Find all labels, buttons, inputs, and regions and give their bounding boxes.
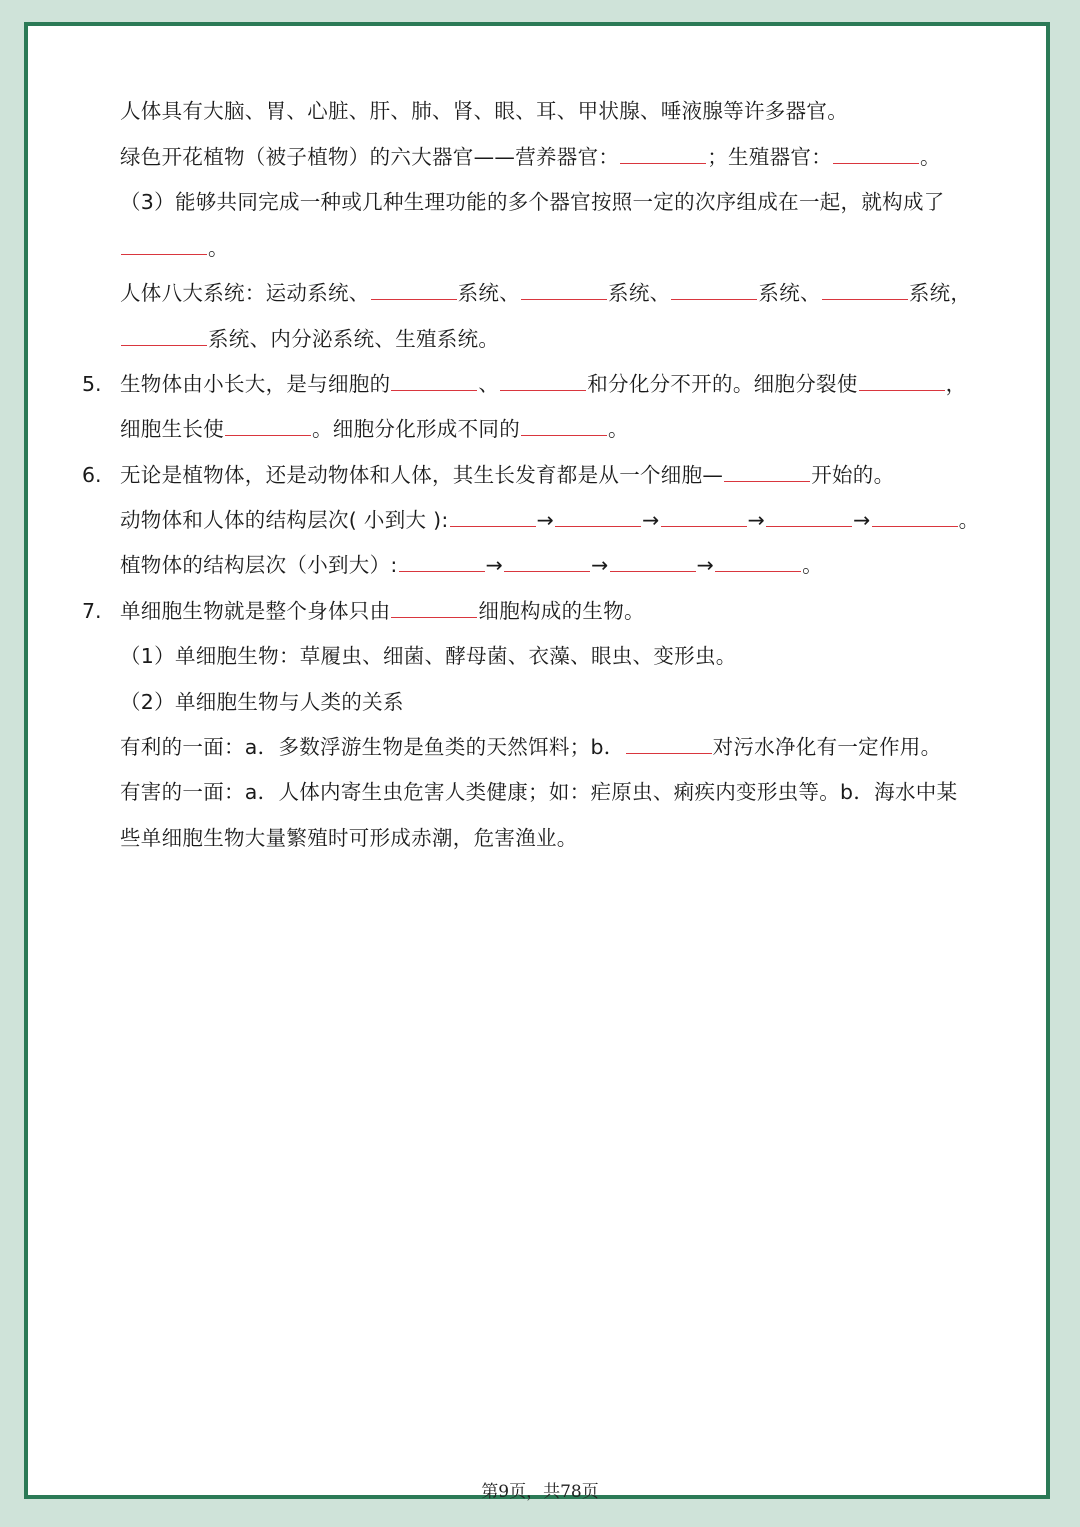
- text-punct: 。: [208, 236, 229, 260]
- blank-field[interactable]: [620, 143, 706, 164]
- text-label: 系统、内分泌系统、生殖系统。: [208, 327, 500, 351]
- blank-field[interactable]: [766, 506, 852, 527]
- text-punct: ，: [945, 372, 967, 396]
- text-punct: 。: [802, 553, 823, 577]
- blank-field[interactable]: [872, 506, 958, 527]
- blank-field[interactable]: [371, 279, 457, 300]
- arrow-icon: →: [696, 553, 715, 577]
- item-number: 6.: [82, 463, 102, 487]
- blank-field[interactable]: [450, 506, 536, 527]
- text-label: 细胞构成的生物。: [478, 599, 645, 623]
- text-line: [120, 778, 957, 806]
- text-label: 和分化分不开的。细胞分裂使: [587, 372, 858, 396]
- blank-field[interactable]: [121, 234, 207, 255]
- page-footer: 第9页，共78页: [481, 1482, 599, 1502]
- text-label: 植物体的结构层次（小到大）:: [120, 553, 398, 577]
- text-label: 有害的一面：a．人体内寄生虫危害人类健康；如：疟原虫、痢疾内变形虫等。b．海水中某: [120, 780, 958, 804]
- text-line: [120, 551, 823, 579]
- item-number: 5.: [82, 372, 102, 396]
- text-line: [120, 597, 645, 625]
- arrow-icon: →: [591, 553, 609, 577]
- blank-field[interactable]: [521, 415, 607, 436]
- text-line: [120, 461, 894, 489]
- blank-field[interactable]: [121, 325, 207, 346]
- text-label: 人体八大系统：运动系统、: [120, 281, 370, 305]
- blank-field[interactable]: [724, 461, 810, 482]
- text-line: [120, 688, 404, 716]
- blank-field[interactable]: [225, 415, 311, 436]
- text-label: 动物体和人体的结构层次( 小到大 ):: [120, 508, 449, 532]
- text-label: 对污水净化有一定作用。: [712, 735, 942, 759]
- text-label: ；生殖器官：: [707, 145, 833, 169]
- item-number: 7.: [82, 599, 102, 623]
- blank-field[interactable]: [715, 551, 801, 572]
- text-line: [120, 370, 966, 398]
- text-line: [120, 97, 848, 125]
- text-line: [120, 143, 941, 171]
- blank-field[interactable]: [859, 370, 945, 391]
- text-punct: 。: [608, 417, 629, 441]
- text-plant-organs: 绿色开花植物（被子植物）的六大器官——营养器官：: [120, 145, 620, 169]
- text-label: （1）单细胞生物：草履虫、细菌、酵母菌、衣藻、眼虫、变形虫。: [120, 644, 737, 668]
- text-label: （2）单细胞生物与人类的关系: [120, 690, 404, 714]
- text-label: 有利的一面：a．多数浮游生物是鱼类的天然饵料；b．: [120, 735, 625, 759]
- text-line: [120, 733, 941, 761]
- text-line: [120, 415, 629, 443]
- text-label: 系统，: [908, 281, 972, 305]
- text-punct: 。: [920, 145, 941, 169]
- text-line: [120, 234, 229, 262]
- text-line: [120, 325, 499, 353]
- blank-field[interactable]: [610, 551, 696, 572]
- text-human-organs: 人体具有大脑、胃、心脏、肝、肺、肾、眼、耳、甲状腺、唾液腺等许多器官。: [120, 99, 848, 123]
- blank-field[interactable]: [671, 279, 757, 300]
- blank-field[interactable]: [555, 506, 641, 527]
- text-system-definition: （3）能够共同完成一种或几种生理功能的多个器官按照一定的次序组成在一起，就构成了: [120, 190, 945, 214]
- text-label: 细胞生长使: [120, 417, 224, 441]
- text-label: 系统、: [457, 281, 521, 305]
- blank-field[interactable]: [521, 279, 607, 300]
- text-line: [120, 642, 737, 670]
- text-label: 。细胞分化形成不同的: [312, 417, 520, 441]
- blank-field[interactable]: [391, 597, 477, 618]
- arrow-icon: →: [536, 508, 555, 532]
- text-label: 系统、: [608, 281, 671, 305]
- text-punct: 。: [958, 508, 980, 532]
- arrow-icon: →: [642, 508, 660, 532]
- blank-field[interactable]: [822, 279, 908, 300]
- arrow-icon: →: [485, 553, 504, 577]
- arrow-icon: →: [747, 508, 766, 532]
- text-label: 生物体由小长大，是与细胞的: [120, 372, 391, 396]
- blank-field[interactable]: [500, 370, 586, 391]
- text-label: 些单细胞生物大量繁殖时可形成赤潮，危害渔业。: [120, 826, 578, 850]
- blank-field[interactable]: [391, 370, 477, 391]
- text-label: 单细胞生物就是整个身体只由: [120, 599, 391, 623]
- text-punct: 、: [478, 372, 500, 396]
- text-label: 开始的。: [811, 463, 895, 487]
- text-line: [120, 188, 945, 216]
- text-label: 系统、: [758, 281, 821, 305]
- blank-field[interactable]: [626, 733, 712, 754]
- text-line: [120, 506, 979, 534]
- text-line: [120, 279, 971, 307]
- arrow-icon: →: [853, 508, 871, 532]
- blank-field[interactable]: [504, 551, 590, 572]
- blank-field[interactable]: [833, 143, 919, 164]
- text-label: 无论是植物体，还是动物体和人体，其生长发育都是从一个细胞—: [120, 463, 724, 487]
- blank-field[interactable]: [661, 506, 747, 527]
- blank-field[interactable]: [399, 551, 485, 572]
- text-line: [120, 824, 578, 852]
